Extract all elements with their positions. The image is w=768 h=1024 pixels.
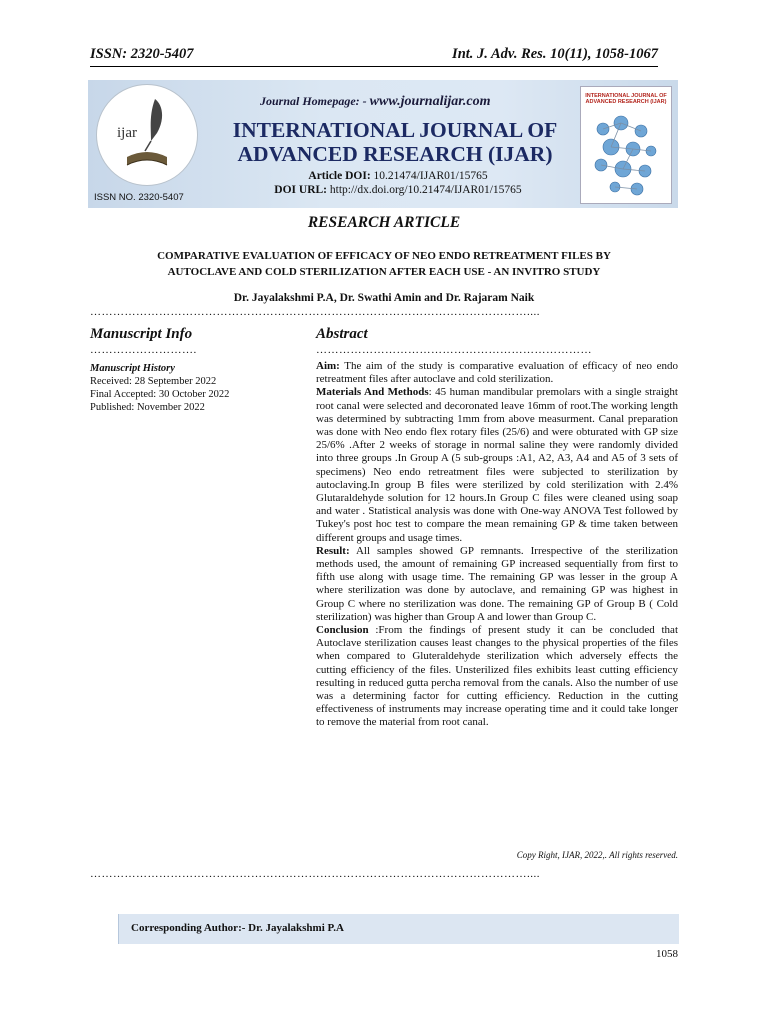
journal-title <box>220 118 570 166</box>
abstract-heading: Abstract <box>316 326 368 342</box>
journal-title-line1: INTERNATIONAL JOURNAL OF <box>232 118 558 142</box>
header-issn: ISSN: 2320-5407 <box>90 46 194 62</box>
conclusion-text: :From the findings of present study it can be concluded that Autoclave sterilization causes least changes to the physical properties of the files when compared to Gluteraldehyde sterilization which adversely effects the cutting efficiency of the files. Unsterilized files exhibits least cutting efficiency resulting in reduced gutta percha removal from the canals. Also the number of use was a determining factor for cutting efficiency. Reduction in the cutting effectiveness of instruments may increase operating time and it could take longer to remove the material from root canal. <box>316 624 678 729</box>
received-date: Received: 28 September 2022 <box>90 376 217 387</box>
dotted-divider-abstract: ……………………………………………………………… <box>316 344 592 356</box>
article-type: RESEARCH ARTICLE <box>307 214 461 231</box>
manuscript-history <box>90 362 300 414</box>
abstract-result <box>316 545 678 624</box>
doi-url-link[interactable]: http://dx.doi.org/10.21474/IJAR01/15765 <box>329 184 522 196</box>
header-divider <box>90 66 658 67</box>
logo-issn: ISSN NO. 2320-5407 <box>94 192 184 203</box>
published-date: Published: November 2022 <box>90 402 205 413</box>
journal-banner <box>88 80 678 208</box>
cover-title: INTERNATIONAL JOURNAL OF ADVANCED RESEARCH (IJAR) <box>585 93 667 105</box>
doi-url <box>248 184 548 196</box>
header-citation: Int. J. Adv. Res. 10(11), 1058-1067 <box>452 46 658 62</box>
page-number: 1058 <box>656 948 678 960</box>
journal-homepage <box>260 94 491 110</box>
result-text: All samples showed GP remnants. Irrespective of the sterilization methods used, the amount of remaining GP increased sequentially from first to fifth use along with usage time. The remaining GP was lesser in the group A where sterilization was done by autoclave, and remaining GP was highest in Group C where no sterilization was done. The remaining GP of Group B ( Cold sterilization) was higher than Group A and lower than Group C. <box>316 544 678 623</box>
logo-text: ijar <box>117 125 137 141</box>
corresponding-author-box <box>118 914 679 944</box>
abstract-body <box>316 360 678 730</box>
accepted-date: Final Accepted: 30 October 2022 <box>90 389 230 400</box>
dotted-divider-left: ………………………. <box>90 344 197 356</box>
homepage-link[interactable]: www.journalijar.com <box>369 94 491 109</box>
author-list: Dr. Jayalakshmi P.A, Dr. Swathi Amin and Dr. Rajaram Naik <box>233 292 535 304</box>
dotted-divider-bottom: …………………………………………………………………………………………………….... <box>90 868 540 880</box>
history-label: Manuscript History <box>90 363 175 374</box>
methods-text: : 45 human mandibular premolars with a single straight root canal were selected and decoronated leave 16mm of root.The working length was determined by subtracting 1mm from above measurment. Canal preparation was done with Neo endo flex rotary files (25/6) and were obturated with GP size 25/6% .After 2 weeks of storage in normal saline they were randomly divided into three groups .In Group A (5 sub-groups :A1, A2, A3, A4 and A5 of 3 sets of specimens) Neo endo retreatment files were subjected to sterilization by autoclaving.In group B files were sterilized by cold sterilization with 2.4% Glutaraldehyde solution for 12 hours.In Group C files were cleaned using soap and water . Statistical analysis was done with One-way ANOVA Test followed by Tukey's post hoc test to compare the mean remaining GP & time taken between different groups and usage times. <box>316 386 678 544</box>
paper-title <box>110 248 658 280</box>
abstract-conclusion <box>316 624 678 730</box>
abstract-methods <box>316 386 678 544</box>
methods-label: Materials And Methods <box>316 386 429 399</box>
result-label: Result: <box>316 544 350 557</box>
quill-book-icon <box>97 85 197 185</box>
paper-title-line1: COMPARATIVE EVALUATION OF EFFICACY OF NEO ENDO RETREATMENT FILES BY <box>157 250 611 262</box>
copyright-notice: Copy Right, IJAR, 2022,. All rights reserved. <box>516 850 678 860</box>
abstract-aim <box>316 360 678 386</box>
manuscript-info-heading: Manuscript Info <box>90 326 193 342</box>
aim-text: The aim of the study is comparative evaluation of efficacy of neo endo retreatment files after autoclave and cold sterilization. <box>316 360 678 386</box>
doi-url-label: DOI URL: <box>274 184 328 196</box>
paper-title-line2: AUTOCLAVE AND COLD STERILIZATION AFTER EACH USE - AN INVITRO STUDY <box>167 266 601 278</box>
dotted-divider-top: …………………………………………………………………………………………………….... <box>90 306 540 318</box>
homepage-label: Journal Homepage: - <box>260 94 367 108</box>
journal-title-line2: ADVANCED RESEARCH (IJAR) <box>237 142 553 166</box>
journal-logo <box>96 84 198 186</box>
article-doi <box>248 170 548 182</box>
corresponding-author: Corresponding Author:- Dr. Jayalakshmi P.A <box>131 922 344 934</box>
conclusion-label: Conclusion <box>316 624 369 637</box>
article-doi-label: Article DOI: <box>308 170 371 182</box>
aim-label: Aim: <box>316 360 340 372</box>
journal-cover <box>580 86 672 204</box>
article-doi-value[interactable]: 10.21474/IJAR01/15765 <box>373 170 488 182</box>
